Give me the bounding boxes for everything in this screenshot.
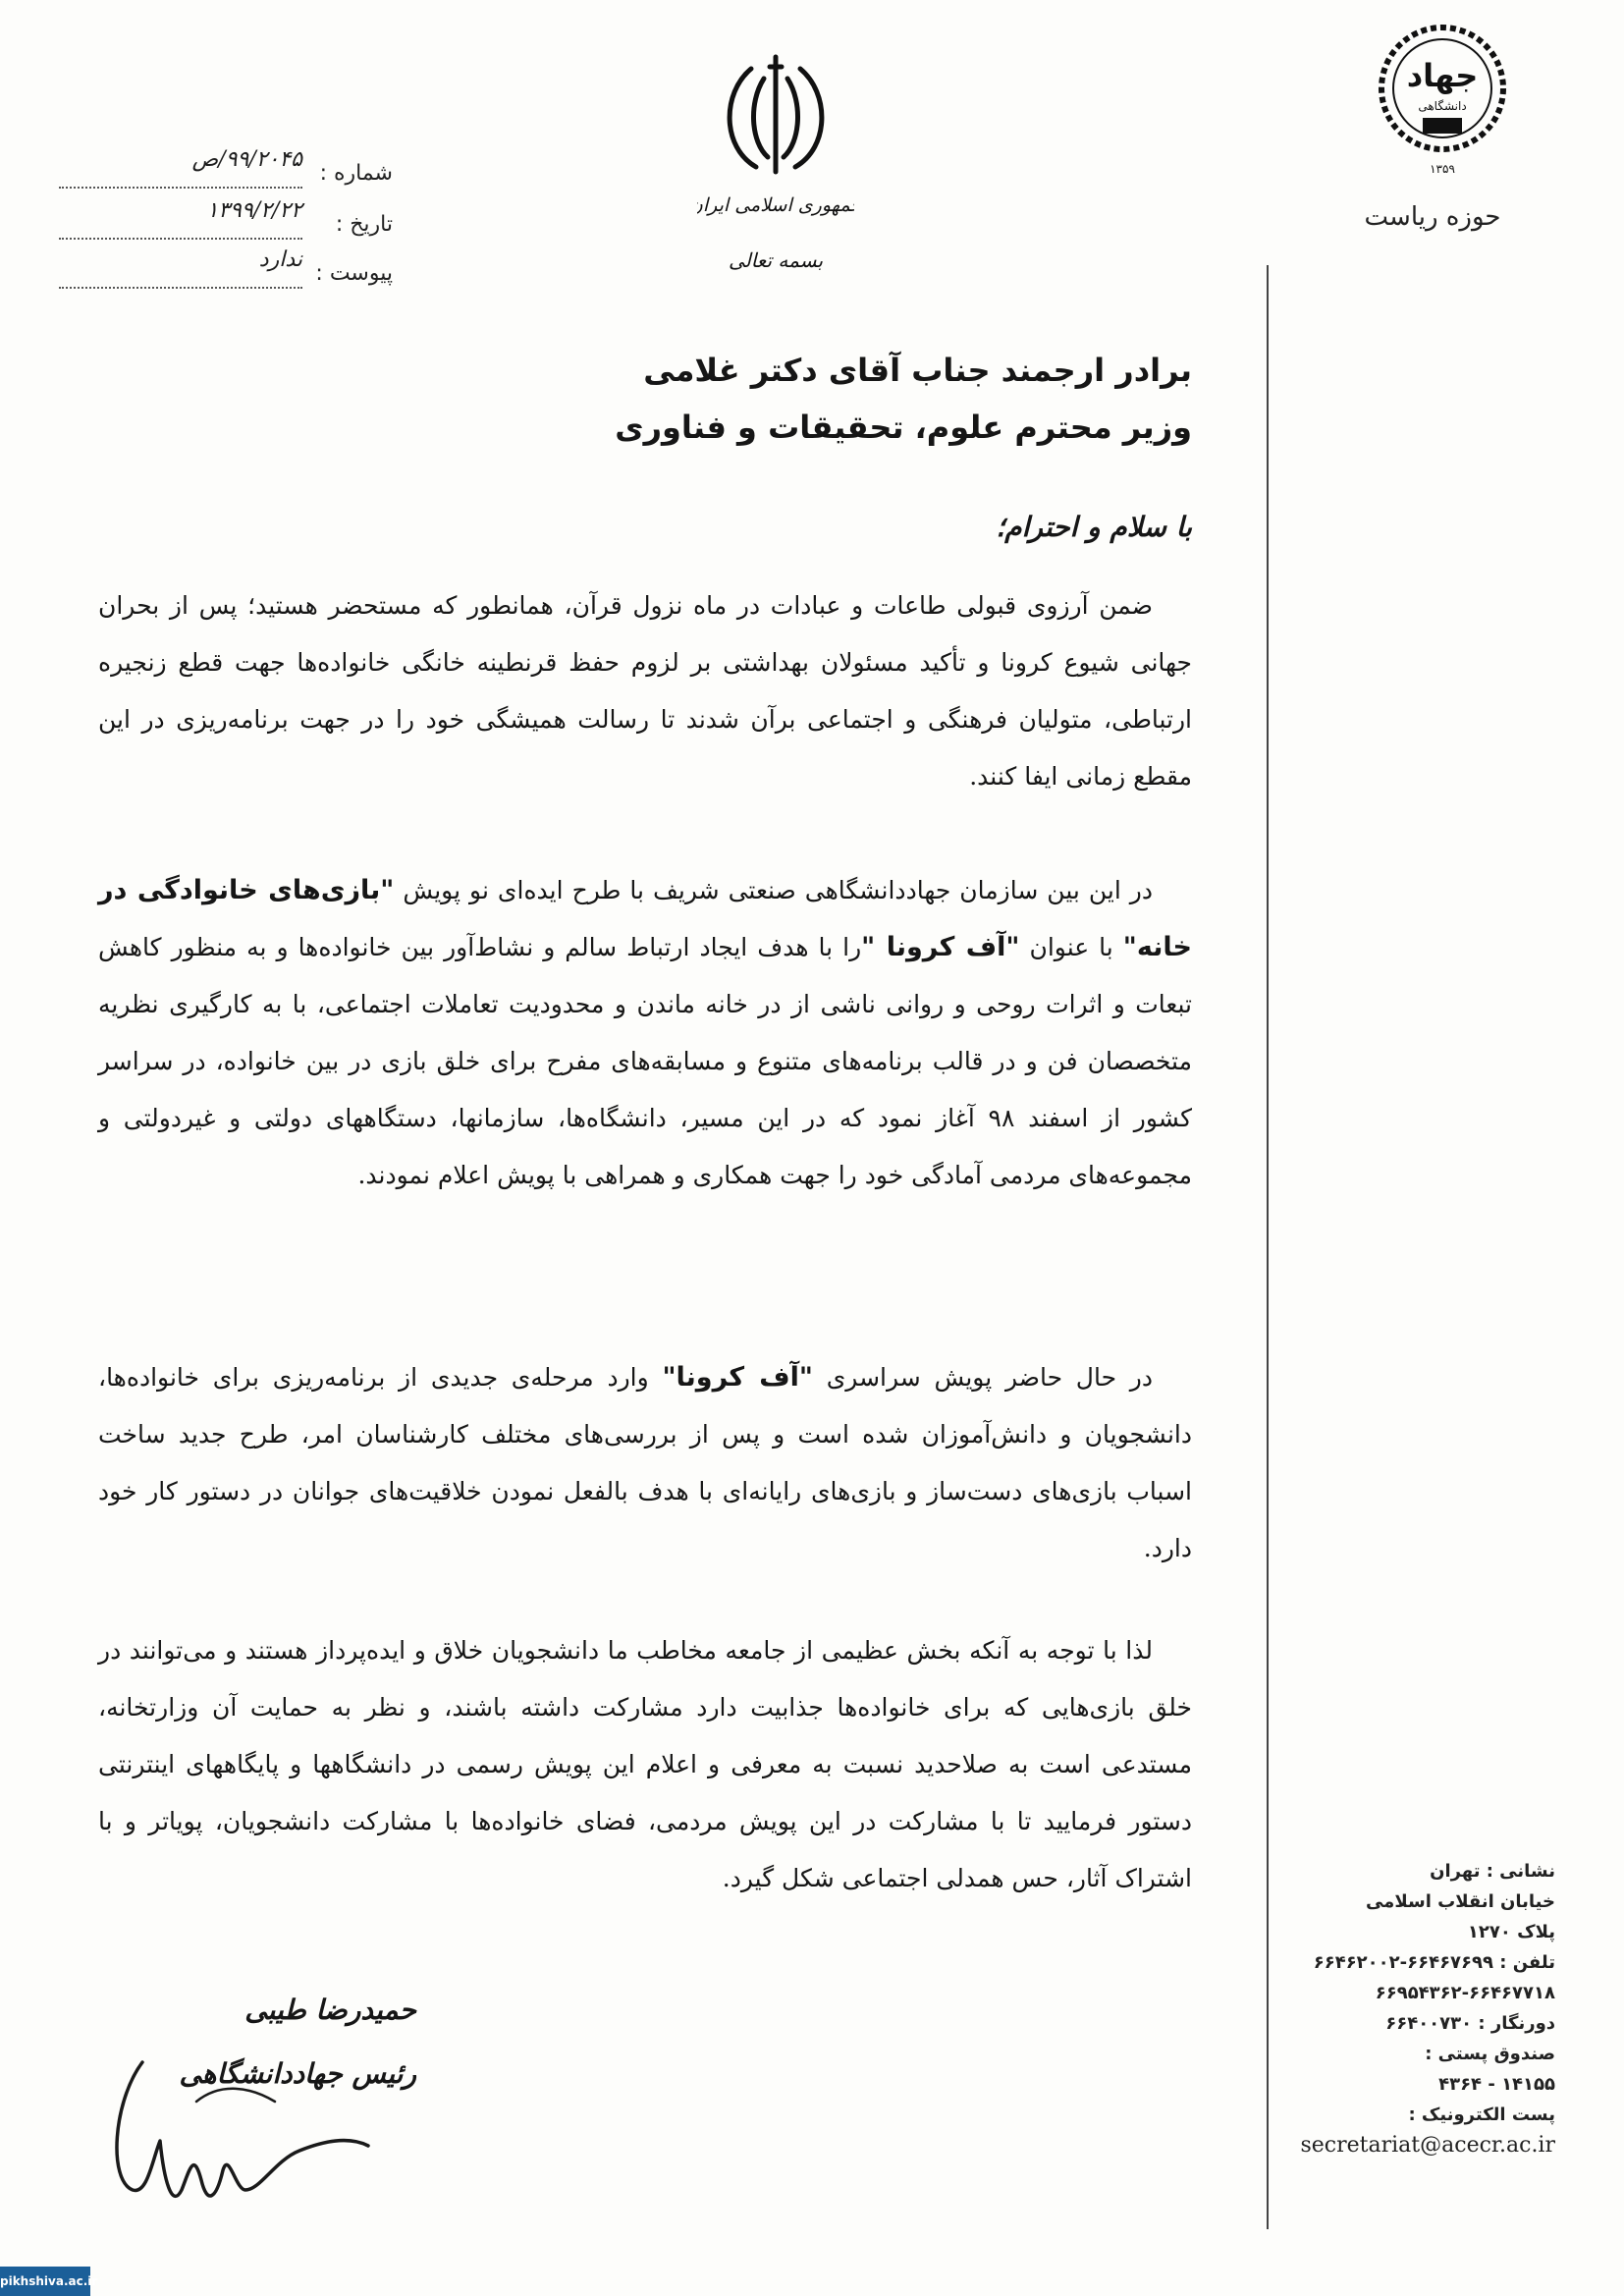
paragraph-2-campaign-title: "بازی‌های خانوادگی در خانه" [98, 875, 1192, 962]
letter-number-value: ۹۹/۲۰۴۵/ص [191, 147, 302, 172]
emblem-icon [697, 49, 854, 285]
svg-text:بسمه تعالی: بسمه تعالی [728, 248, 824, 272]
paragraph-3-text-c: وارد مرحله‌ی جدیدی از برنامه‌ریزی برای خانواده‌ها، دانشجویان و دانش‌آموزان شده است و پس از بررسی‌های مختلف کارشناسان امر، طرح جدید ساخت اسباب بازی‌های دست‌ساز و بازی‌های رایانه‌ای با هدف بالفعل نمودن خلاقیت‌های جوانان در دستور کار خود دارد. [98, 1363, 1192, 1562]
pobox-number: ۱۴۱۵۵ - ۴۳۶۴ [1438, 2074, 1555, 2095]
pobox-label: صندوق پستی : [1425, 2044, 1555, 2064]
signature-icon [103, 2043, 388, 2229]
paragraph-3-text-a: در حال حاضر پویش سراسری [812, 1363, 1153, 1392]
contact-info [1261, 1856, 1555, 2160]
paragraph-3 [98, 1349, 1192, 1577]
email-address: secretariat@acecr.ac.ir [1300, 2133, 1555, 2158]
email-label: پست الکترونیک : [1408, 2105, 1555, 2125]
svg-text:دانشگاهی: دانشگاهی [1418, 99, 1467, 113]
letter-date-label: تاریخ : [335, 212, 393, 237]
letter-number-label: شماره : [319, 161, 393, 186]
phone-number-2: ۶۶۹۵۴۳۶۲-۶۶۴۶۷۷۱۸ [1375, 1983, 1555, 2003]
letter-attachment-label: پیوست : [315, 261, 393, 286]
salutation: با سلام و احترام؛ [996, 511, 1192, 543]
logo-icon [1372, 8, 1514, 185]
paragraph-1: ضمن آرزوی قبولی طاعات و عبادات در ماه نزول قرآن، همانطور که مستحضر هستید؛ پس از بحران جهانی شیوع کرونا و تأکید مسئولان بهداشتی بر لزوم حفظ قرنطینه خانگی خانواده‌ها جهت قطع زنجیره ارتباطی، متولیان فرهنگی و اجتماعی برآن شدند تا رسالت همیشگی خود را در جهت برنامه‌ریزی در این مقطع زمانی ایفا کنند. [98, 591, 1192, 791]
site-watermark: pikhshiva.ac.ir [0, 2267, 90, 2296]
department-label: حوزه ریاست [1364, 202, 1501, 232]
jahad-logo [1372, 8, 1514, 185]
letter-attachment-value: ندارد [258, 247, 302, 272]
signatory-title: رئیس جهاددانشگاهی [179, 2057, 416, 2090]
address-label: نشانی : تهران [1430, 1861, 1555, 1882]
paragraph-2-text-e: را با هدف ایجاد ارتباط سالم و نشاط‌آور بین خانواده‌ها و به منظور کاهش تبعات و اثرات روحی و روانی ناشی از در خانه ماندن و محدودیت تعاملات اجتماعی، با به کارگیری نظریه متخصصان فن و در قالب برنامه‌های متنوع و مسابقه‌های مفرح برای خلق بازی در بین خانواده، در سراسر کشور از اسفند ۹۸ آغاز نمود که در این مسیر، دانشگاه‌ها، سازمانها، دستگاههای دولتی و غیردولتی و مجموعه‌های مردمی آمادگی خود را جهت همکاری و همراهی با پویش اعلام نمودند. [98, 933, 1192, 1189]
paragraph-2-text-c: با عنوان [1019, 933, 1123, 961]
address-line-3: پلاک ۱۲۷۰ [1467, 1922, 1555, 1942]
dotted-line [59, 287, 302, 289]
paragraph-3-campaign-name: "آف کرونا" [662, 1362, 813, 1393]
svg-text:جهاد: جهاد [1406, 57, 1479, 94]
handwritten-signature [103, 2043, 388, 2229]
letter-number-row [59, 147, 393, 196]
address-line-2: خیابان انقلاب اسلامی [1365, 1891, 1555, 1912]
svg-text:۱۳۵۹: ۱۳۵۹ [1430, 162, 1455, 176]
signatory-name: حمیدرضا طیبی [244, 1994, 416, 2026]
letter-date-value: ۱۳۹۹/۲/۲۲ [206, 198, 302, 223]
paragraph-2-text-a: در این بین سازمان جهاددانشگاهی صنعتی شریف با طرح ایده‌ای نو پویش [394, 876, 1153, 904]
paragraph-4: لذا با توجه به آنکه بخش عظیمی از جامعه مخاطب ما دانشجویان خلاق و ایده‌پرداز هستند و می‌توانند در خلق بازی‌هایی که برای خانواده‌ها جذابیت دارد مشارکت داشته باشند، و نظر به حمایت آن وزارتخانه، مستدعی است به صلاحدید نسبت به معرفی و اعلام این پویش رسمی در دانشگاهها و پایگاههای اینترنتی دستور فرمایید تا با مشارکت در این پویش مردمی، فضای خانواده‌ها با مشارکت دانشجویان، پویاتر و با اشتراک آثار، حس همدلی اجتماعی شکل گیرد. [98, 1636, 1192, 1892]
letter-attachment-row [59, 247, 393, 297]
addressee-line-2: وزیر محترم علوم، تحقیقات و فناوری [615, 409, 1192, 446]
paragraph-2 [98, 862, 1192, 1204]
fax-number: دورنگار : ۶۶۴۰۰۷۳۰ [1385, 2013, 1555, 2034]
svg-text:جمهوری اسلامی ایران: جمهوری اسلامی ایران [697, 194, 854, 216]
iran-emblem [697, 49, 854, 285]
paragraph-2-campaign-name: "آف کرونا " [861, 932, 1020, 962]
dotted-line [59, 238, 302, 240]
dotted-line [59, 187, 302, 189]
phone-number: تلفن : ۶۶۴۶۷۶۹۹-۶۶۴۶۲۰۰۲ [1313, 1952, 1555, 1973]
letter-date-row [59, 198, 393, 247]
addressee-line-1: برادر ارجمند جناب آقای دکتر غلامی [643, 352, 1192, 389]
